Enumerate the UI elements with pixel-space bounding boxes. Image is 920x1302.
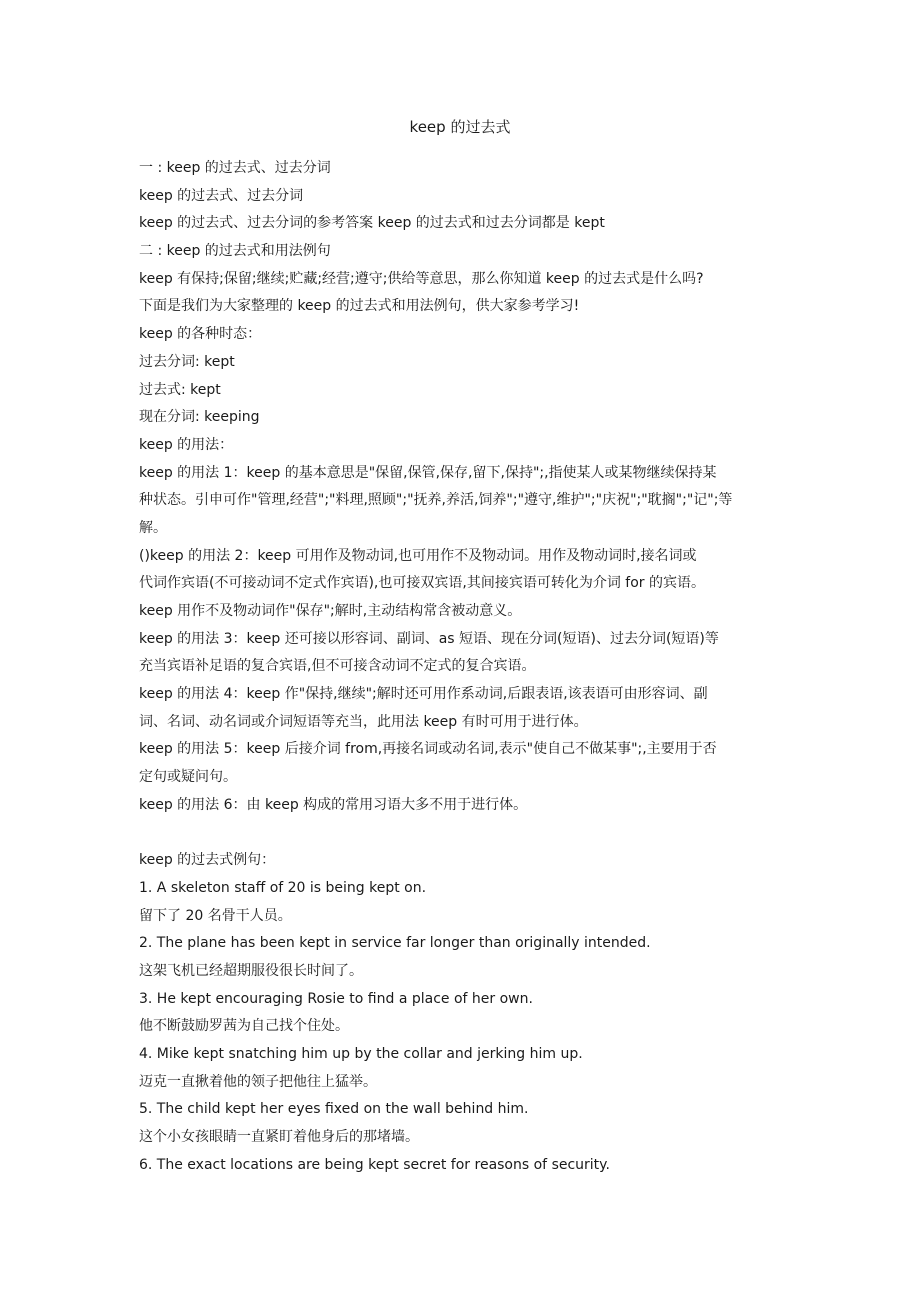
text-line: keep 的用法 4：keep 作"保持,继续";解时还可用作系动词,后跟表语,该表语可由形容词、副 [139,686,708,703]
text-line: keep 的用法 1：keep 的基本意思是"保留,保管,保存,留下,保持";,指使某人或某物继续保持某 [139,464,717,481]
text-line: 种状态。引申可作"管理,经营";"料理,照顾";"抚养,养活,饲养";"遵守,维护";"庆祝";"耽搁";"记";等 [139,492,733,509]
text-line: 充当宾语补足语的复合宾语,但不可接含动词不定式的复合宾语。 [139,658,536,675]
text-line: keep 的用法 3：keep 还可接以形容词、副词、as 短语、现在分词(短语)、过去分词(短语)等 [139,630,719,647]
text-line: 代词作宾语(不可接动词不定式作宾语),也可接双宾语,其间接宾语可转化为介词 for 的宾语。 [139,575,705,592]
text-line: 1. A skeleton staff of 20 is being kept on. [139,879,427,896]
text-line: 词、名词、动名词或介词短语等充当，此用法 keep 有时可用于进行体。 [139,713,588,730]
text-line: keep 用作不及物动词作"保存";解时,主动结构常含被动意义。 [139,603,522,619]
text-line: 这个小女孩眼睛一直紧盯着他身后的那堵墙。 [139,1129,419,1146]
text-line: 5. The child kept her eyes fixed on the wall behind him. [139,1101,529,1118]
text-line: 过去式: kept [139,381,221,398]
text-line: 一 : keep 的过去式、过去分词 [139,160,331,176]
text-line: 2. The plane has been kept in service far longer than originally intended. [139,935,651,952]
text-line: keep 有保持;保留;继续;贮藏;经营;遵守;供给等意思，那么你知道 keep 的过去式是什么吗? [139,270,704,287]
text-line: 6. The exact locations are being kept secret for reasons of security. [139,1156,610,1173]
text-line: 下面是我们为大家整理的 keep 的过去式和用法例句，供大家参考学习! [139,298,580,315]
text-line: keep 的过去式例句： [139,852,276,869]
text-line: keep 的过去式、过去分词的参考答案 keep 的过去式和过去分词都是 kept [139,215,605,232]
text-line: 留下了 20 名骨干人员。 [139,907,292,924]
text-line: 迈克一直揪着他的领子把他往上猛举。 [139,1073,377,1090]
text-line: keep 的用法 6：由 keep 构成的常用习语大多不用于进行体。 [139,796,528,813]
text-line: 3. He kept encouraging Rosie to find a place of her own. [139,990,533,1007]
text-line: 4. Mike kept snatching him up by the collar and jerking him up. [139,1046,583,1062]
text-line: 定句或疑问句。 [139,769,237,786]
text-line: keep 的用法： [139,436,234,453]
document-title: keep 的过去式 [409,118,511,136]
text-line: 现在分词: keeping [139,409,260,426]
text-line: 这架飞机已经超期服役很长时间了。 [139,962,363,979]
text-line: keep 的用法 5：keep 后接介词 from,再接名词或动名词,表示"使自己不做某事";,主要用于否 [139,741,717,758]
document-body [139,155,811,1179]
text-line: 他不断鼓励罗茜为自己找个住处。 [139,1018,349,1035]
text-line: keep 的过去式、过去分词 [139,187,304,204]
text-line: keep 的各种时态： [139,326,262,343]
text-line: 解。 [139,519,167,536]
text-line: 过去分词: kept [139,353,235,370]
text-line: 二 : keep 的过去式和用法例句 [139,243,331,260]
text-line: ()keep 的用法 2：keep 可用作及物动词,也可用作不及物动词。用作及物动词时,接名词或 [139,547,697,564]
blank-line [139,820,811,848]
